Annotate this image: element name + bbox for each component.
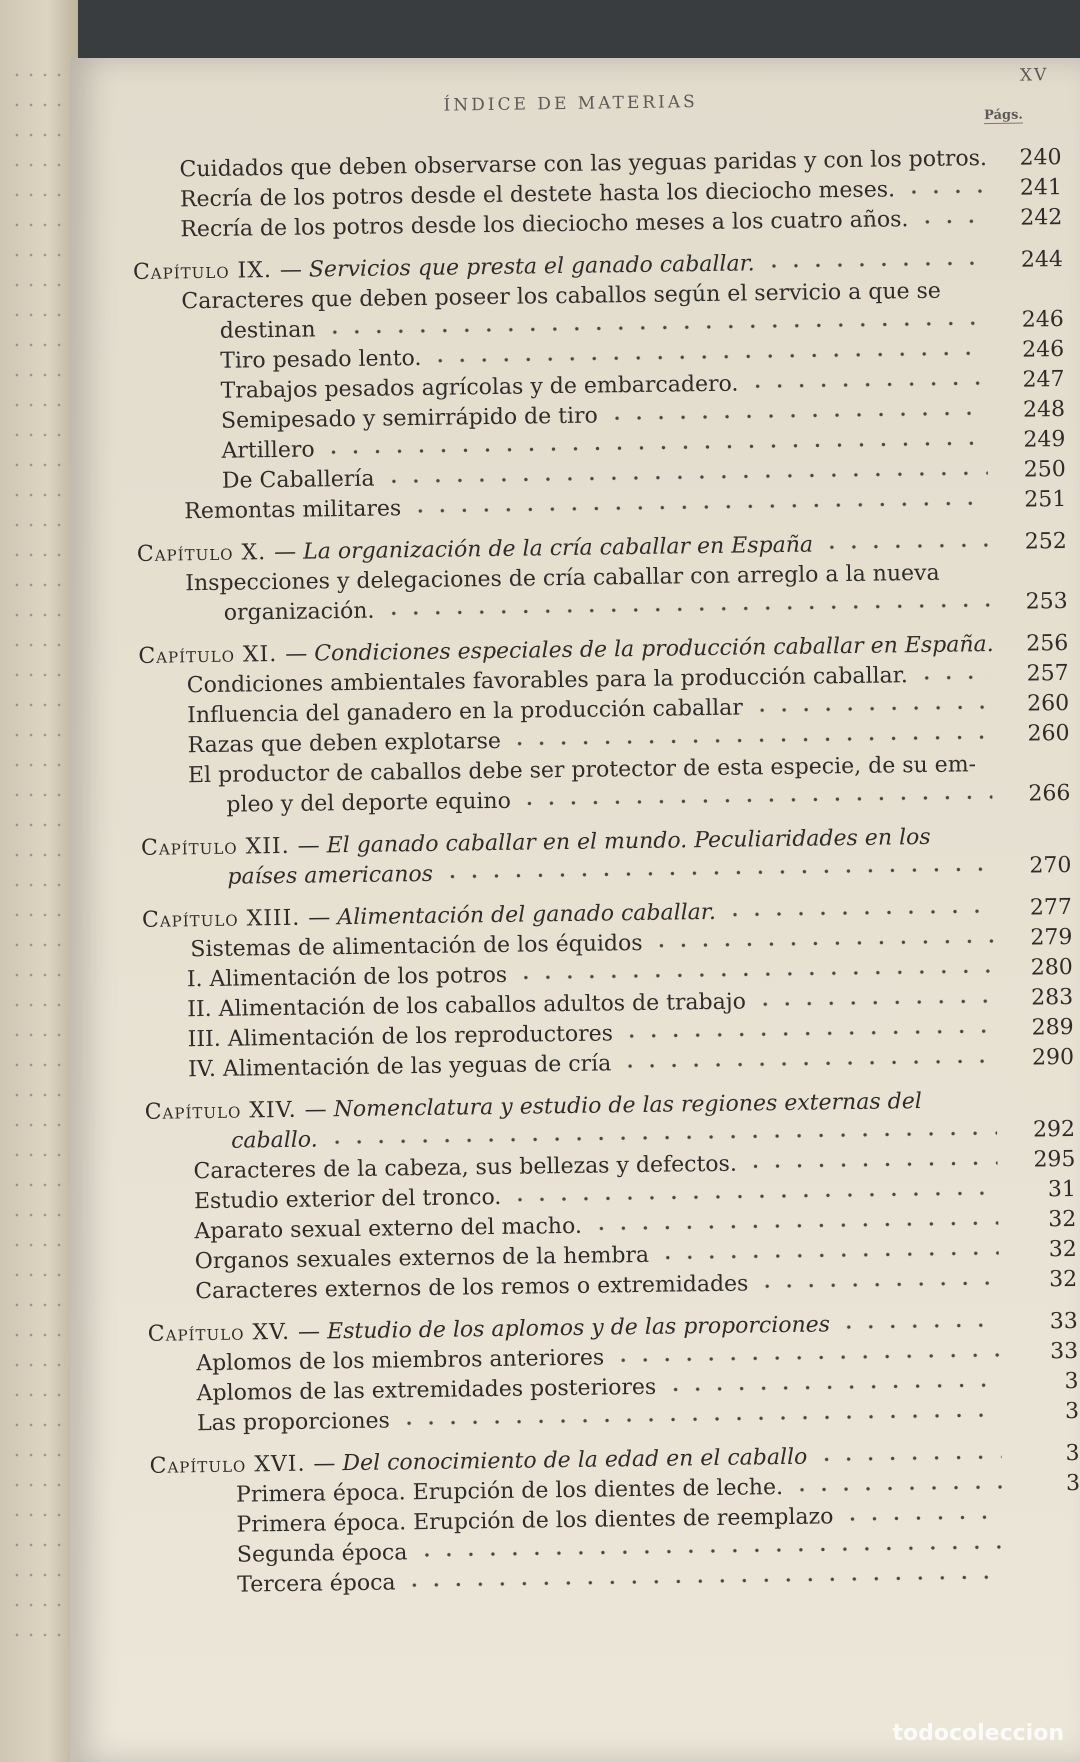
entry-text: Trabajos pesados agrícolas y de embarcadero. <box>220 371 739 404</box>
entry-page: 292 <box>1032 1116 1076 1143</box>
entry-page: 248 <box>1022 396 1066 423</box>
entry-page: 250 <box>1023 456 1067 483</box>
dot-leader <box>746 379 986 390</box>
book-page <box>70 58 1080 1762</box>
dot-leader <box>754 997 995 1008</box>
entry-text: Organos sexuales externos de la hembra <box>194 1242 650 1275</box>
entry-page: 290 <box>1031 1044 1075 1071</box>
entry-text: III. Alimentación de los reproductores <box>187 1021 614 1053</box>
chapter-title: Nomenclatura y estudio de las regiones externas del <box>333 1089 922 1123</box>
entry-page: 33 <box>1049 1308 1078 1335</box>
entry-text: Recría de los potros desde el destete hasta los dieciocho meses. <box>179 177 896 213</box>
entry-page: 241 <box>1019 175 1063 201</box>
entry-page: 270 <box>1029 852 1072 879</box>
dot-leader <box>509 1189 998 1204</box>
chapter-number: Capítulo XIII. — <box>141 905 332 933</box>
dot-leader <box>916 217 984 226</box>
entry-page: 3 <box>1065 1470 1080 1497</box>
entry-text: Semipesado y semirrápido de tiro <box>220 403 598 434</box>
chapter-title: Alimentación del ganado caballar. <box>337 899 717 931</box>
entry-text: Tiro pesado lento. <box>220 345 422 374</box>
chapter-number: Capítulo X. — <box>136 539 298 567</box>
dot-leader <box>590 1219 999 1233</box>
entry-page: 256 <box>1026 630 1069 657</box>
dot-leader <box>323 439 988 456</box>
entry-text: IV. Alimentación de las yeguas de cría <box>187 1051 612 1083</box>
entry-page: 32 <box>1048 1236 1077 1263</box>
entry-page: 260 <box>1026 690 1070 717</box>
entry-text: II. Alimentación de los caballos adultos de trabajo <box>187 989 747 1023</box>
entry-page: 251 <box>1024 486 1067 513</box>
entry-page: 246 <box>1021 306 1064 333</box>
dot-leader <box>841 1513 1002 1523</box>
chapter-title: Del conocimiento de la edad en el caballo <box>342 1444 808 1477</box>
entry-text: Cuidados que deben observarse con las yeguas paridas y con los potros. <box>179 146 988 183</box>
entry-text: Influencia del ganadero en la producción caballar <box>187 695 743 729</box>
entry-text: Caracteres de la cabeza, sus bellezas y defectos. <box>193 1151 738 1185</box>
entry-page: 3 <box>1064 1368 1079 1395</box>
dot-leader <box>815 1453 1001 1464</box>
entry-text: Primera época. Erupción de los dientes de reemplazo <box>236 1504 834 1538</box>
entry-text: Aplomos de las extremidades posteriores <box>196 1374 657 1407</box>
entry-page: 252 <box>1024 528 1068 555</box>
entry-page: 295 <box>1033 1146 1076 1173</box>
chapter-title: Condiciones especiales de la producción caballar en España. <box>314 632 994 667</box>
table-of-contents <box>131 143 1080 1602</box>
entry-page: 247 <box>1022 366 1065 393</box>
dot-leader <box>763 259 985 270</box>
dot-leader <box>509 733 992 748</box>
dot-leader <box>398 1411 1001 1427</box>
dot-leader <box>606 409 987 422</box>
dot-leader <box>916 673 991 682</box>
entry-text: De Caballería <box>221 466 375 494</box>
entry-page: 260 <box>1027 720 1070 747</box>
dot-leader <box>515 967 995 982</box>
entry-text: I. Alimentación de los potros <box>186 962 508 993</box>
dot-leader <box>838 1321 1000 1331</box>
entry-text: Aplomos de los miembros anteriores <box>196 1345 605 1377</box>
dot-leader <box>621 1027 996 1040</box>
entry-text: Sistemas de alimentación de los équidos <box>190 930 643 963</box>
dot-leader <box>429 349 986 365</box>
entry-text: Artillero <box>221 437 315 464</box>
dot-leader <box>657 1249 999 1262</box>
dot-leader <box>903 187 984 196</box>
entry-text: Aparato sexual externo del macho. <box>194 1213 583 1245</box>
chapter-title-continued: países americanos <box>227 861 434 890</box>
chapter-title-continued: caballo. <box>230 1127 318 1154</box>
dot-leader <box>441 865 994 881</box>
dot-leader <box>409 499 988 515</box>
dot-leader <box>791 1483 1002 1494</box>
entry-text: destinan <box>219 317 316 344</box>
running-head: ÍNDICE DE MATERIAS <box>443 92 698 116</box>
entry-page: 257 <box>1026 660 1069 687</box>
dot-leader <box>724 907 994 919</box>
chapter-number: Capítulo XV. — <box>147 1319 322 1347</box>
entry-text: Tercera época <box>237 1570 396 1598</box>
entry-text: Caracteres que deben poseer los caballos según el servicio a que se <box>181 278 942 315</box>
page-content <box>130 45 1080 1762</box>
dot-leader <box>745 1159 998 1171</box>
entry-page: 279 <box>1030 924 1073 951</box>
entry-text: Recría de los potros desde los dieciocho meses a los cuatro años. <box>180 207 909 243</box>
dot-leader <box>382 601 989 617</box>
entry-page: 32 <box>1048 1266 1078 1293</box>
entry-page: 32 <box>1048 1206 1077 1233</box>
entry-text: Las proporciones <box>196 1408 391 1437</box>
dot-leader <box>651 937 995 950</box>
dot-leader <box>404 1573 1004 1589</box>
entry-page: 244 <box>1020 246 1064 273</box>
entry-text: Condiciones ambientales favorables para la producción caballar. <box>186 663 908 699</box>
previous-page-edge <box>0 0 78 1762</box>
entry-text: Caracteres externos de los remos o extremidades <box>195 1271 749 1305</box>
previous-page-leader-dots <box>10 60 70 1660</box>
entry-page: 266 <box>1028 780 1071 807</box>
dot-leader <box>756 1279 999 1290</box>
chapter-number: Capítulo XII. — <box>140 833 321 861</box>
watermark-logo: todocoleccion <box>892 1721 1064 1746</box>
entry-text: pleo y del deporte equino <box>226 788 512 818</box>
entry-text: Primera época. Erupción de los dientes de leche. <box>235 1475 784 1508</box>
dot-leader <box>415 1543 1003 1559</box>
entry-text: organización. <box>223 598 375 626</box>
dot-leader <box>326 1129 997 1146</box>
chapter-title: Servicios que presta el ganado caballar. <box>308 251 755 283</box>
entry-page: 242 <box>1020 204 1063 231</box>
chapter-number: Capítulo XIV. — <box>144 1097 328 1125</box>
entry-page: 280 <box>1030 954 1073 981</box>
chapter-title: La organización de la cría caballar en España <box>302 532 814 565</box>
dot-leader <box>324 319 986 336</box>
chapter-title: El ganado caballar en el mundo. Peculiaridades en los <box>326 824 931 859</box>
entry-text: Segunda época <box>236 1540 408 1568</box>
entry-page: 3 <box>1065 1440 1080 1467</box>
page-folio: XV <box>1019 65 1049 86</box>
dot-leader <box>612 1351 1000 1364</box>
entry-page: 240 <box>1019 145 1062 171</box>
pages-column-label: Págs. <box>983 107 1023 124</box>
entry-text: Estudio exterior del tronco. <box>193 1184 502 1215</box>
dot-leader <box>821 541 989 551</box>
entry-text: Remontas militares <box>184 496 402 525</box>
dot-leader <box>751 703 991 714</box>
dot-leader <box>619 1057 996 1070</box>
entry-page: 289 <box>1031 1014 1074 1041</box>
dot-leader <box>382 469 987 485</box>
chapter-number: Capítulo XVI. — <box>149 1451 337 1479</box>
dot-leader <box>519 793 993 808</box>
entry-page: 33 <box>1049 1338 1079 1365</box>
entry-text: Inspecciones y delegaciones de cría caballar con arreglo a la nueva <box>185 560 940 597</box>
entry-text: El productor de caballos debe ser protector de esta especie, de su em- <box>187 752 977 789</box>
entry-page: 283 <box>1031 984 1074 1011</box>
chapter-title: Estudio de los aplomos y de las proporciones <box>326 1312 831 1345</box>
chapter-number: Capítulo XI. — <box>138 641 309 669</box>
entry-text: Razas que deben explotarse <box>187 728 502 759</box>
entry-page: 249 <box>1023 426 1066 453</box>
dot-leader <box>664 1381 1001 1394</box>
chapter-number: Capítulo IX. — <box>132 257 304 285</box>
entry-page: 31 <box>1047 1176 1077 1203</box>
entry-page: 277 <box>1029 894 1073 921</box>
entry-page: 246 <box>1021 336 1065 363</box>
entry-page: 3 <box>1064 1398 1080 1425</box>
entry-page: 253 <box>1025 588 1068 615</box>
